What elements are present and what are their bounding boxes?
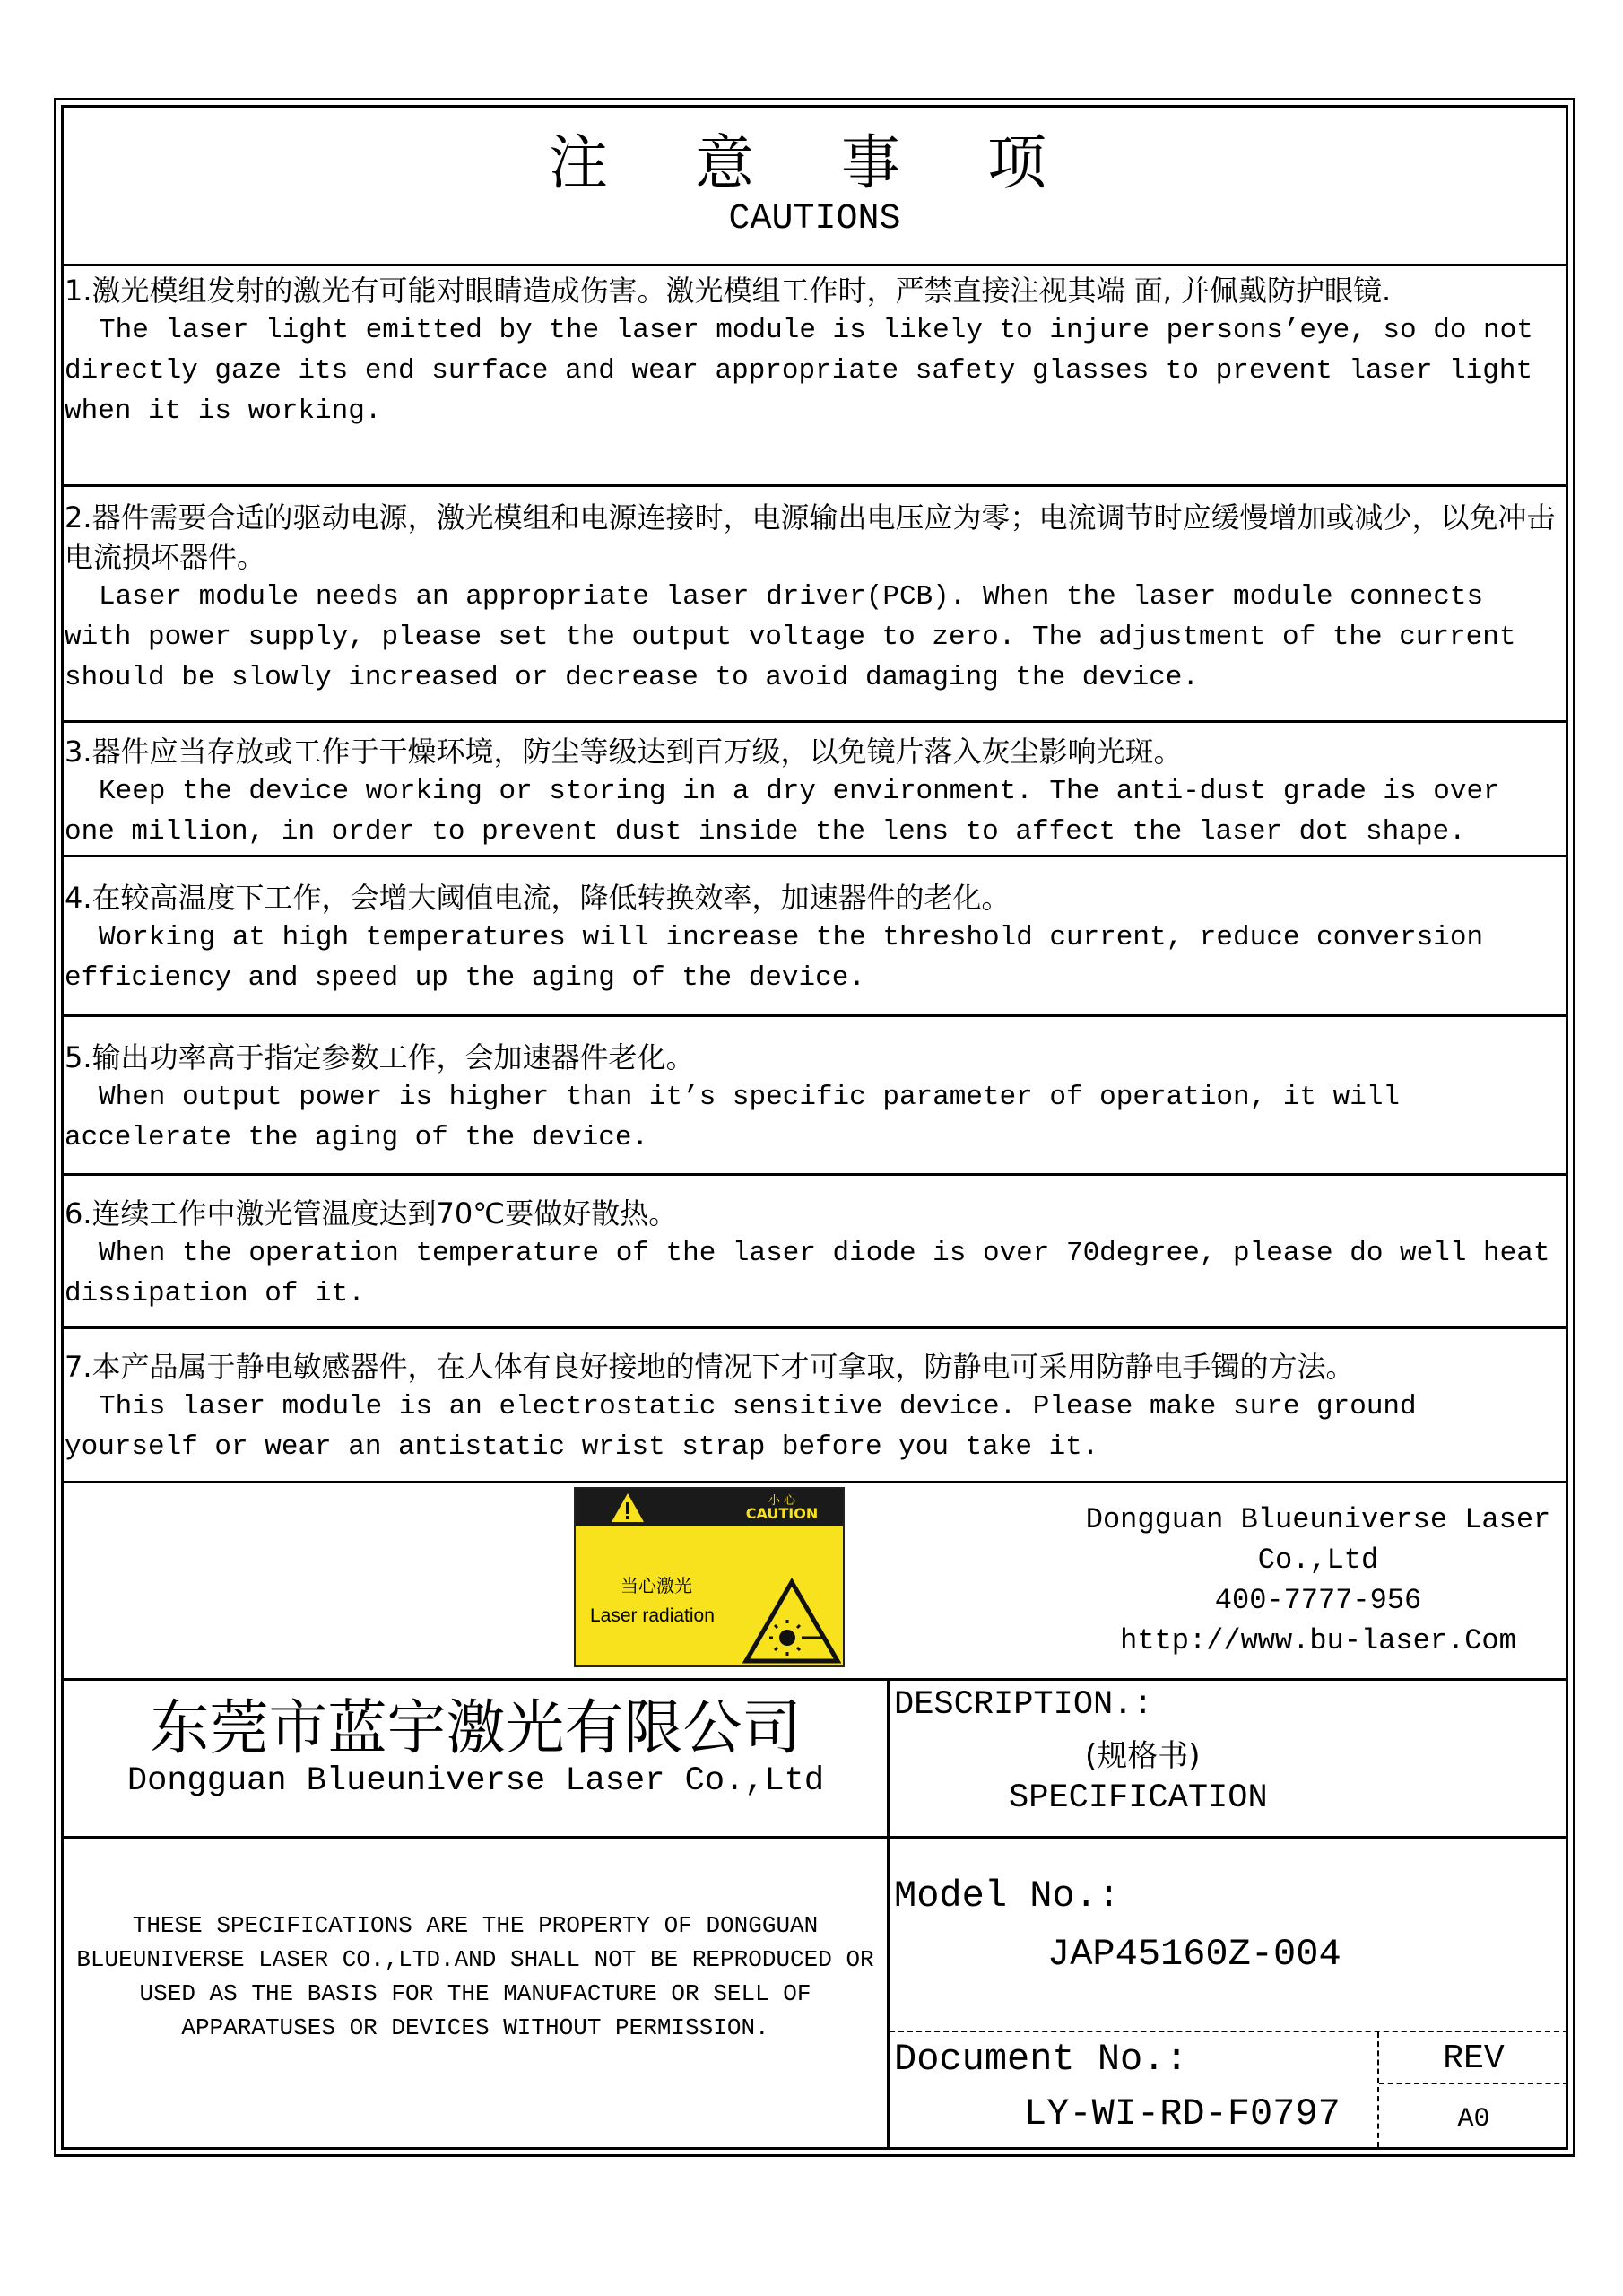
sign-header (576, 1489, 843, 1526)
description-en: SPECIFICATION (1009, 1779, 1268, 1817)
sign-small-text: 小 心 (768, 1494, 796, 1508)
caution-item-en: When output power is higher than it’s specific parameter of operation, it will accelerate the aging of the device. (65, 1082, 1401, 1153)
contact-company-line1: Dongguan Blueuniverse Laser (1085, 1503, 1551, 1536)
caution-item-en: The laser light emitted by the laser module is likely to injure persons’eye, so do not directly gaze its end surface and wear appropriate safety glasses to prevent laser light when it is working. (65, 315, 1533, 427)
sign-en-text: Laser radiation (590, 1605, 715, 1626)
document-label: Document No.: (894, 2038, 1188, 2081)
caution-item-cn: 5.输出功率高于指定参数工作，会加速器件老化。 (65, 1040, 695, 1074)
divider (61, 1836, 1568, 1839)
contact-phone: 400-7777-956 (1214, 1584, 1422, 1617)
rev-value: A0 (1457, 2104, 1490, 2135)
sign-cn-text: 当心激光 (621, 1575, 692, 1596)
caution-item-cn: 6.连续工作中激光管温度达到70℃要做好散热。 (65, 1196, 678, 1231)
caution-item-en: Laser module needs an appropriate laser driver(PCB). When the laser module connects with power supply, please set the output voltage to zero. The adjustment of the current should be slowly increased or decrease to avoid damaging the device. (65, 581, 1516, 693)
caution-item-3 (65, 732, 1562, 852)
warning-triangle-icon (610, 1492, 646, 1524)
company-name-cn: 东莞市蓝宇激光有限公司 (150, 1693, 802, 1762)
company-name-en: Dongguan Blueuniverse Laser Co.,Ltd (126, 1762, 825, 1800)
caution-item-4 (65, 878, 1562, 998)
caution-item-cn: 7.本产品属于静电敏感器件，在人体有良好接地的情况下才可拿取，防静电可采用防静电手镯的方法。 (65, 1350, 1355, 1384)
divider (61, 1481, 1568, 1483)
rev-label: REV (1443, 2039, 1505, 2078)
divider (61, 1326, 1568, 1329)
caution-item-cn: 3.器件应当存放或工作于干燥环境，防尘等级达到百万级，以免镜片落入灰尘影响光斑。 (65, 735, 1183, 769)
divider (61, 484, 1568, 487)
caution-item-en: This laser module is an electrostatic sensitive device. Please make sure ground yourself or wear an antistatic wrist strap before you take it. (65, 1391, 1417, 1463)
description-label: DESCRIPTION.: (894, 1686, 1153, 1724)
laser-caution-sign (574, 1487, 845, 1667)
contact-info (1067, 1500, 1569, 1661)
page-title-en: CAUTIONS (728, 199, 901, 239)
caution-item-6 (65, 1194, 1562, 1314)
model-label: Model No.: (894, 1874, 1121, 1918)
dashed-divider (890, 2031, 1568, 2032)
divider (61, 1014, 1568, 1017)
caution-item-cn: 1.激光模组发射的激光有可能对眼睛造成伤害。激光模组工作时，严禁直接注视其端 面, 并佩戴防护眼镜. (65, 274, 1392, 308)
divider (61, 264, 1568, 266)
caution-item-2 (65, 498, 1562, 698)
laser-hazard-icon (742, 1578, 841, 1665)
caution-item-en: Keep the device working or storing in a dry environment. The anti-dust grade is over one million, in order to prevent dust inside the lens to affect the laser dot shape. (65, 776, 1500, 848)
caution-item-en: Working at high temperatures will increase the threshold current, reduce conversion efficiency and speed up the aging of the device. (65, 922, 1484, 994)
contact-url[interactable]: http://www.bu-laser.Com (1120, 1624, 1516, 1657)
caution-item-en: When the operation temperature of the laser diode is over 70degree, please do well heat dissipation of it. (65, 1238, 1550, 1309)
dashed-divider (1379, 2083, 1568, 2084)
caution-item-cn: 4.在较高温度下工作，会增大阈值电流，降低转换效率，加速器件的老化。 (65, 881, 1011, 915)
caution-item-1 (65, 271, 1562, 431)
page-title-cn: 注 意 事 项 (549, 128, 1081, 197)
sign-caution-word: CAUTION (745, 1505, 819, 1522)
divider (61, 855, 1568, 857)
description-cn: (规格书) (1085, 1738, 1201, 1774)
caution-item-7 (65, 1347, 1562, 1467)
document-number: LY-WI-RD-F0797 (1024, 2092, 1341, 2135)
divider (61, 1173, 1568, 1176)
copyright-notice: THESE SPECIFICATIONS ARE THE PROPERTY OF DONGGUAN BLUEUNIVERSE LASER CO.,LTD.AND SHALL NOT BE REPRODUCED OR USED AS THE BASIS FOR THE MANUFACTURE OR SELL OF APPARATUSES OR DEVICES WITHOUT PERMISSION. (76, 1912, 874, 2041)
contact-company-line2: Co.,Ltd (1257, 1544, 1379, 1577)
caution-item-5 (65, 1038, 1562, 1158)
model-number: JAP45160Z-004 (1047, 1933, 1341, 1976)
divider (61, 720, 1568, 723)
caution-item-cn: 2.器件需要合适的驱动电源，激光模组和电源连接时，电源输出电压应为零；电流调节时应缓慢增加或减少，以免冲击电流损坏器件。 (65, 500, 1556, 574)
